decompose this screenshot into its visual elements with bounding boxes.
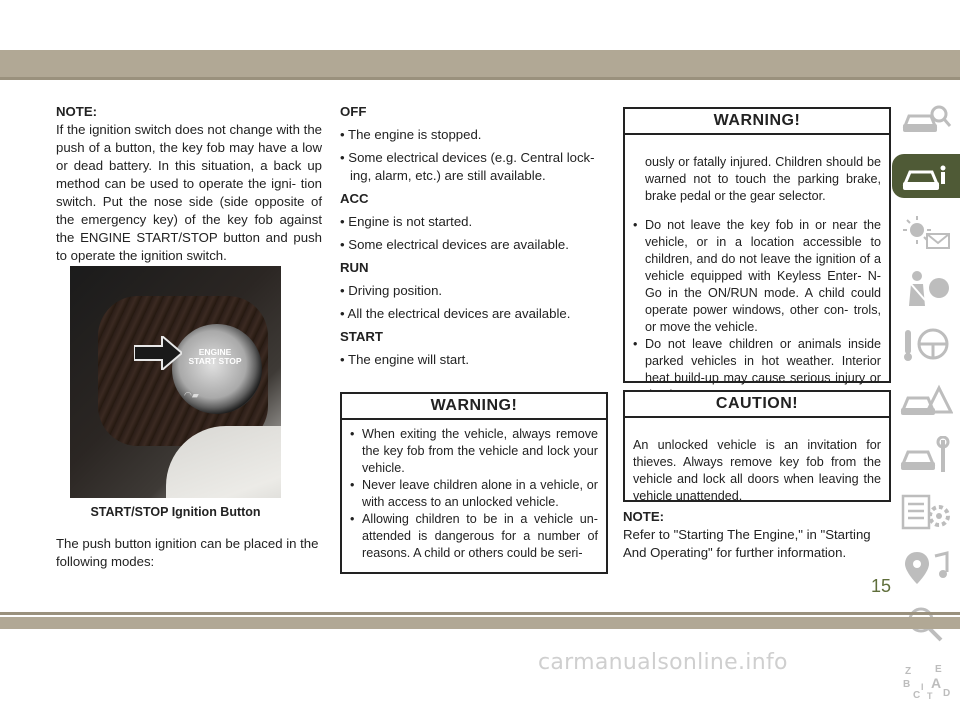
index-letter: B [903,679,911,690]
seatbelt-airbag-icon [899,268,953,308]
note-text: If the ignition switch does not change with the push of a button, the key fob may have a low or dead battery. In this situation, a back up method can be used to operate the igni- tion switch. Put the nose side (side opposite of the emergency key) of the key fob against the ENGINE START/STOP button and push to operate the ignition switch. [56,122,322,263]
mode-run-title: RUN [340,260,369,275]
tab-warning-lights[interactable] [892,210,960,254]
warning-box [340,392,608,574]
warning-item: • When exiting the vehicle, always remove the key fob from the vehicle and lock your vehicle. [350,426,598,477]
warning-item: • Never leave children alone in a vehicle, or with access to an unlocked vehicle. [350,477,598,511]
index-letter: T [927,691,933,700]
index-letter: D [943,688,951,699]
column-1 [56,103,322,265]
warning-item: • Allowing children to be in a vehicle un- attended is dangerous for a number of reasons. A child or others could be seri- [350,511,598,562]
note-title: NOTE: [623,509,665,524]
mode-run-item: • Driving position. [340,283,443,298]
mode-acc-item: • Some electrical devices are available. [340,237,569,252]
index-letter: E [935,664,942,675]
modes-intro [56,535,322,571]
warning-list [350,426,598,562]
pointer-arrow-icon [134,336,182,370]
mode-acc-item: • Engine is not started. [340,214,473,229]
modes-intro-text: The push button ignition can be placed in the following modes: [56,536,319,569]
mode-off-item: • The engine is stopped. [340,127,482,142]
caution-text: An unlocked vehicle is an invitation for thieves. Always remove key fob from the vehicle and lock all doors when leaving the vehicle unattended. [633,437,881,503]
warning-title: WARNING! [625,109,889,135]
warning-list [633,217,881,404]
warning-body [625,135,889,410]
mode-start-title: START [340,329,383,344]
warning-box-continued [623,107,891,386]
tab-starting-operating[interactable] [892,322,960,366]
keyfob-symbol-icon: ◠▰ [184,390,199,400]
tab-index[interactable] [892,658,960,702]
car-info-icon [899,156,953,196]
column-2 [340,103,606,369]
index-letter: C [913,690,921,700]
watermark-text: carmanualsonline.info [538,650,788,675]
tab-emergency[interactable] [892,378,960,422]
warning-item: • Do not leave children or animals inside parked vehicles in hot weather. Interior heat build-up may cause serious injury or [633,336,881,404]
steering-wheel-key-icon [899,324,953,364]
warning-body [342,420,606,568]
mode-run-item: • All the electrical devices are available. [340,306,571,321]
tab-car-search[interactable] [892,98,960,142]
warning-title: WARNING! [342,394,606,420]
warning-continuation: ously or fatally injured. Children should be warned not to touch the parking brake, brake pedal or the gear selector. [645,154,881,203]
alphabet-index-icon [899,660,953,700]
start-stop-button-photo [70,266,281,498]
caution-title: CAUTION! [625,392,889,418]
checklist-gear-icon [899,492,953,532]
car-search-icon [899,100,953,140]
tab-servicing[interactable] [892,434,960,478]
top-decorative-band [0,50,960,77]
tab-safety[interactable] [892,266,960,310]
bottom-band-line [0,612,960,615]
photo-caption: START/STOP Ignition Button [90,505,261,519]
tab-specifications[interactable] [892,490,960,534]
note-title: NOTE: [56,104,98,119]
tab-multimedia[interactable] [892,546,960,590]
ignition-button-label: ENGINE START STOP [188,347,242,366]
mode-off-item: • Some electrical devices (e.g. Central lock- ing, alarm, etc.) are still available. [340,150,595,183]
mode-off-title: OFF [340,104,367,119]
warning-light-mail-icon [899,212,953,252]
caution-box [623,390,891,502]
note-section [623,508,891,562]
car-wrench-icon [899,436,953,476]
warning-item: • Do not leave the key fob in or near the vehicle, or in a location accessible to children, and do not leave the ignition of a vehicle equipped with Keyless Enter- N-Go in the ON/RUN mode. A child could operate power windows, other con- trols, or move the vehicle. [633,217,881,336]
top-band-line [0,77,960,80]
map-music-icon [899,548,953,588]
index-letter: Z [905,666,912,677]
car-crash-warning-icon [899,380,953,420]
page-number: 15 [870,576,892,596]
mode-start-item: • The engine will start. [340,352,469,367]
bottom-decorative-band [0,617,960,629]
index-letter: I [921,682,924,692]
index-letter: A [931,675,942,691]
tab-car-info[interactable] [892,154,960,198]
mode-acc-title: ACC [340,191,369,206]
note-text: Refer to "Starting The Engine," in "Starting And Operating" for further information. [623,527,871,560]
